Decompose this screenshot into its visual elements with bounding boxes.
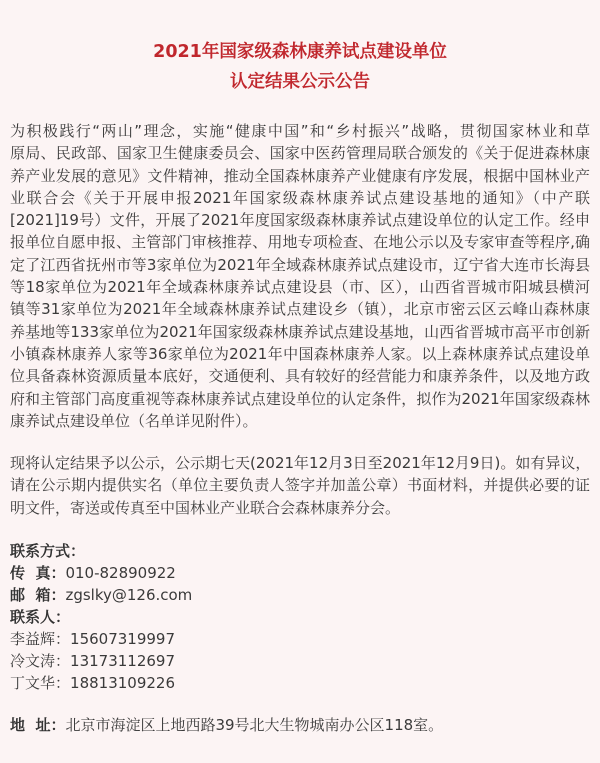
person-row: 丁文华：18813109226 (10, 674, 176, 692)
person-phone: 13173112697 (70, 652, 176, 670)
paragraph-line: 请在公示期内提供实名（单位主要负责人签字并加盖公章）书面材料，并提供必要的证 (10, 476, 590, 495)
person-name: 李益辉 (10, 630, 56, 648)
paragraph-line: 养基地等133家单位为2021年国家级森林康养试点建设基地，山西省晋城市高平市创新 (10, 322, 590, 341)
fax-number: 010-82890922 (65, 564, 176, 582)
person-name: 冷文涛 (10, 652, 56, 670)
person-list (10, 628, 590, 694)
person-name: 丁文华 (10, 674, 56, 692)
fax-label: 传 真： (10, 564, 66, 582)
person-phone: 15607319997 (70, 630, 176, 648)
email-label: 邮 箱： (10, 586, 66, 604)
paragraph-line: 定了江西省抚州市等3家单位为2021年全域森林康养试点建设市，辽宁省大连市长海县 (10, 255, 590, 274)
paragraph-line: 康养试点建设单位（名单详见附件）。 (10, 411, 258, 430)
email-row (10, 584, 590, 606)
fax-row (10, 562, 590, 584)
paragraph-line: 原局、民政部、国家卫生健康委员会、国家中医药管理局联合颁发的《关于促进森林康 (10, 144, 590, 163)
email-address[interactable]: zgslky@126.com (65, 586, 193, 604)
title-line-2: 认定结果公示公告 (230, 72, 370, 92)
paragraph-line: 等18家单位为2021年全域森林康养试点建设县（市、区），山西省晋城市阳城县横河 (10, 278, 590, 297)
paragraph-line: 养产业发展的意见》文件精神，推动全国森林康养产业健康有序发展，根据中国林业产 (10, 166, 590, 185)
paragraph-line: 位具备森林资源质量本底好，交通便利、具有较好的经营能力和康养条件，以及地方政 (10, 367, 590, 386)
person-row: 李益辉：15607319997 (10, 630, 176, 648)
paragraph-line: 为积极践行“两山”理念，实施“健康中国”和“乡村振兴”战略，贯彻国家林业和草 (10, 122, 590, 140)
title-line-1: 2021年国家级森林康养试点建设单位 (153, 42, 447, 62)
page-title (0, 37, 600, 97)
paragraph-announcement (10, 120, 590, 432)
paragraph-objection (10, 452, 590, 519)
paragraph-line: 镇等31家单位为2021年全域森林康养试点建设乡（镇），北京市密云区云峰山森林康 (10, 300, 590, 319)
paragraph-line: 现将认定结果予以公示，公示期七天(2021年12月3日至2021年12月9日)。如有异议， (10, 454, 590, 472)
address-row (10, 714, 590, 736)
contact-section (10, 540, 590, 736)
person-phone: 18813109226 (70, 674, 176, 692)
contact-heading: 联系方式： (10, 542, 86, 560)
paragraph-line: 报单位自愿申报、主管部门审核推荐、用地专项检查、在地公示以及专家审查等程序,确 (10, 233, 590, 252)
address-text: 北京市海淀区上地西路39号北大生物城南办公区118室。 (65, 716, 444, 734)
address-label: 地 址： (10, 716, 66, 734)
paragraph-line: [2021]19号）文件，开展了2021年度国家级森林康养试点建设单位的认定工作。经申 (10, 211, 590, 230)
paragraph-line: 府和主管部门高度重视等森林康养试点建设单位的认定条件，拟作为2021年国家级森林 (10, 389, 590, 408)
paragraph-line: 业联合会《关于开展申报2021年国家级森林康养试点建设基地的通知》（中产联 (10, 188, 590, 207)
persons-heading: 联系人： (10, 608, 71, 626)
paragraph-line: 小镇森林康养人家等36家单位为2021年中国森林康养人家。以上森林康养试点建设单 (10, 344, 590, 363)
paragraph-line: 明文件，寄送或传真至中国林业产业联合会森林康养分会。 (10, 498, 401, 517)
person-row: 冷文涛：13173112697 (10, 652, 176, 670)
